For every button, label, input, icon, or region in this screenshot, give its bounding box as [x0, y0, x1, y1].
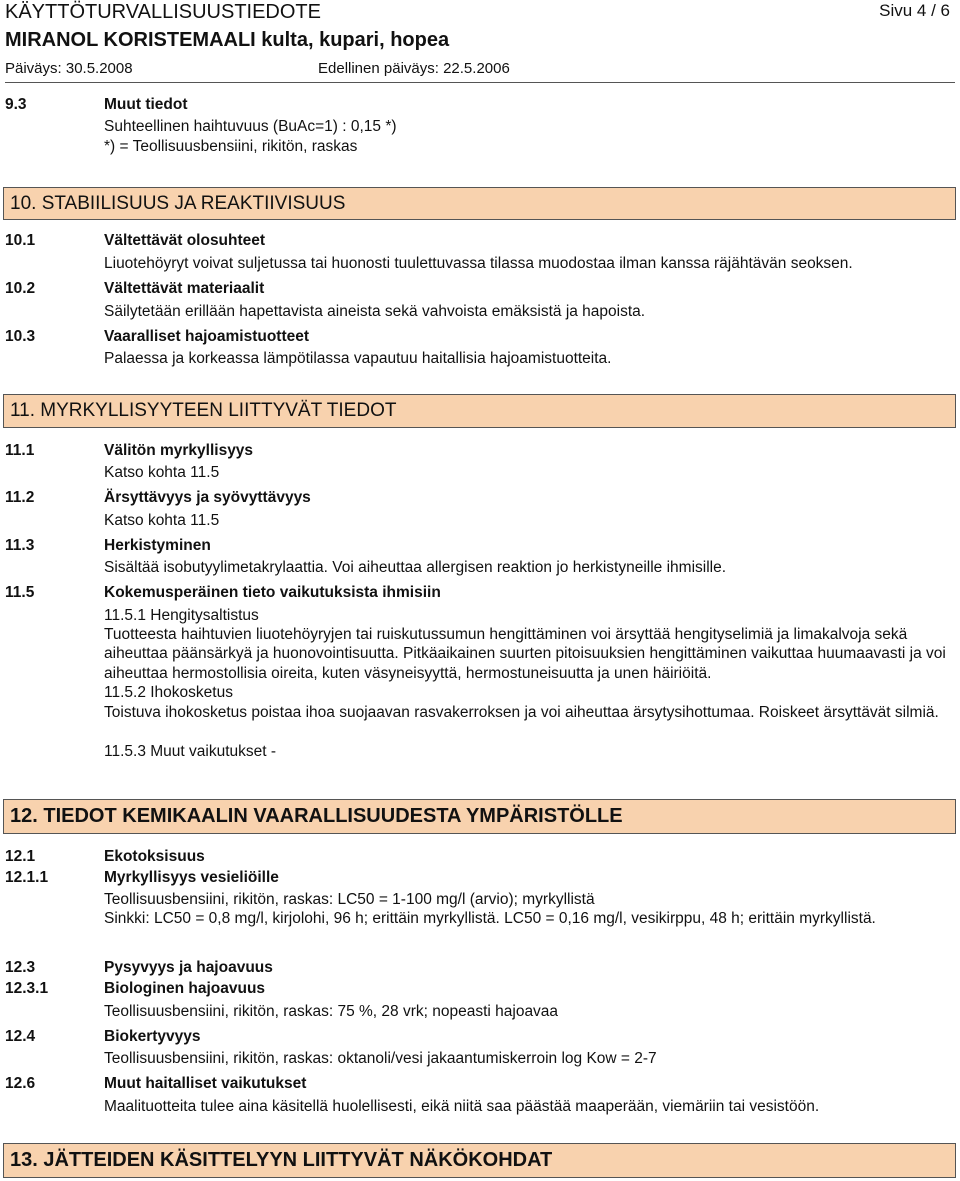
subsection-11-5-2-title: 11.5.2 Ihokosketus — [104, 684, 233, 701]
section-number-12-3: 12.3 — [5, 959, 36, 976]
section-title-9-3: Muut tiedot — [104, 96, 188, 113]
section-number-12-4: 12.4 — [5, 1028, 36, 1045]
section-heading-13: 13. JÄTTEIDEN KÄSITTELYYN LIITTYVÄT NÄKÖKOHDAT — [3, 1143, 956, 1178]
section-text-12-1-1-a: Teollisuusbensiini, rikitön, raskas: LC50 = 1-100 mg/l (arvio); myrkyllistä — [104, 891, 595, 908]
section-number-12-3-1: 12.3.1 — [5, 980, 49, 997]
section-title-10-2: Vältettävät materiaalit — [104, 280, 265, 297]
section-number-10-2: 10.2 — [5, 280, 36, 297]
section-number-11-1: 11.1 — [5, 442, 35, 459]
header-divider — [5, 82, 955, 83]
section-title-12-3: Pysyvyys ja hajoavuus — [104, 959, 273, 976]
section-title-12-4: Biokertyvyys — [104, 1028, 201, 1045]
section-number-9-3: 9.3 — [5, 96, 27, 113]
subsection-11-5-1-title: 11.5.1 Hengitysaltistus — [104, 607, 259, 624]
section-heading-10: 10. STABIILISUUS JA REAKTIIVISUUS — [3, 187, 956, 220]
previous-date: Edellinen päiväys: 22.5.2006 — [318, 60, 510, 77]
section-text-11-2: Katso kohta 11.5 — [104, 512, 220, 529]
document-title: KÄYTTÖTURVALLISUUSTIEDOTE — [5, 1, 321, 23]
section-text-12-6: Maalituotteita tulee aina käsitellä huolellisesti, eikä niitä saa päästää maaperään, viemäriin tai vesistöön. — [104, 1098, 820, 1115]
subsection-11-5-2-text: Toistuva ihokosketus poistaa ihoa suojaavan rasvakerroksen ja voi aiheuttaa ärsytysihottumaa. Roiskeet ärsyttävät silmiä. — [104, 704, 939, 721]
section-title-11-1: Välitön myrkyllisyys — [104, 442, 254, 459]
section-number-11-2: 11.2 — [5, 489, 35, 506]
section-title-10-1: Vältettävät olosuhteet — [104, 232, 266, 249]
section-text-10-2: Säilytetään erillään hapettavista aineista sekä vahvoista emäksistä ja hapoista. — [104, 303, 646, 320]
section-text-9-3-line2: *) = Teollisuusbensiini, rikitön, raskas — [104, 138, 358, 155]
page-number: Sivu 4 / 6 — [879, 1, 950, 20]
section-number-11-5: 11.5 — [5, 584, 35, 601]
section-text-12-4: Teollisuusbensiini, rikitön, raskas: oktanoli/vesi jakaantumiskerroin log Kow = 2-7 — [104, 1050, 657, 1067]
section-title-11-3: Herkistyminen — [104, 537, 211, 554]
issue-date: Päiväys: 30.5.2008 — [5, 60, 133, 77]
section-text-11-1: Katso kohta 11.5 — [104, 464, 220, 481]
section-text-10-3: Palaessa ja korkeassa lämpötilassa vapautuu haitallisia hajoamistuotteita. — [104, 350, 612, 367]
section-text-12-3-1: Teollisuusbensiini, rikitön, raskas: 75 %, 28 vrk; nopeasti hajoavaa — [104, 1003, 559, 1020]
subsection-11-5-3-title: 11.5.3 Muut vaikutukset - — [104, 743, 277, 760]
section-number-10-1: 10.1 — [5, 232, 36, 249]
section-number-11-3: 11.3 — [5, 537, 35, 554]
section-number-12-1-1: 12.1.1 — [5, 869, 49, 886]
section-heading-11: 11. MYRKYLLISYYTEEN LIITTYVÄT TIEDOT — [3, 394, 956, 428]
section-title-12-3-1: Biologinen hajoavuus — [104, 980, 266, 997]
section-number-12-1: 12.1 — [5, 848, 36, 865]
section-title-12-1-1: Myrkyllisyys vesieliöille — [104, 869, 279, 886]
section-text-11-3: Sisältää isobutyylimetakrylaattia. Voi aiheuttaa allergisen reaktion jo herkistyneille ihmisille. — [104, 559, 727, 576]
section-title-12-1: Ekotoksisuus — [104, 848, 205, 865]
section-title-12-6: Muut haitalliset vaikutukset — [104, 1075, 307, 1092]
section-title-11-2: Ärsyttävyys ja syövyttävyys — [104, 489, 311, 506]
section-text-9-3-line1: Suhteellinen haihtuvuus (BuAc=1) : 0,15 *) — [104, 118, 397, 135]
section-heading-12: 12. TIEDOT KEMIKAALIN VAARALLISUUDESTA YMPÄRISTÖLLE — [3, 799, 956, 834]
section-text-12-1-1-b: Sinkki: LC50 = 0,8 mg/l, kirjolohi, 96 h; erittäin myrkyllistä. LC50 = 0,16 mg/l, vesikirppu, 48 h; erittäin myrkyllistä. — [104, 910, 876, 927]
product-name: MIRANOL KORISTEMAALI kulta, kupari, hopea — [5, 29, 450, 51]
section-title-10-3: Vaaralliset hajoamistuotteet — [104, 328, 310, 345]
section-number-10-3: 10.3 — [5, 328, 36, 345]
subsection-11-5-1-text: Tuotteesta haihtuvien liuotehöyryjen tai ruiskutussumun hengittäminen voi ärsyttää hengityselimiä ja limakalvoja sekä aiheuttaa päänsärkyä ja huonovointisuutta. Pitkäaikainen suurten pitoisuuksien hengittäminen vaikuttaa huumaavasti ja voi aiheuttaa hermostollisia oireita, kuten väsyneisyyttä, hermostuneisuutta ja unen häiriöitä. — [104, 626, 946, 682]
section-text-10-1: Liuotehöyryt voivat suljetussa tai huonosti tuulettuvassa tilassa muodostaa ilman kanssa räjähtävän seoksen. — [104, 255, 853, 272]
section-number-12-6: 12.6 — [5, 1075, 36, 1092]
section-title-11-5: Kokemusperäinen tieto vaikutuksista ihmisiin — [104, 584, 441, 601]
